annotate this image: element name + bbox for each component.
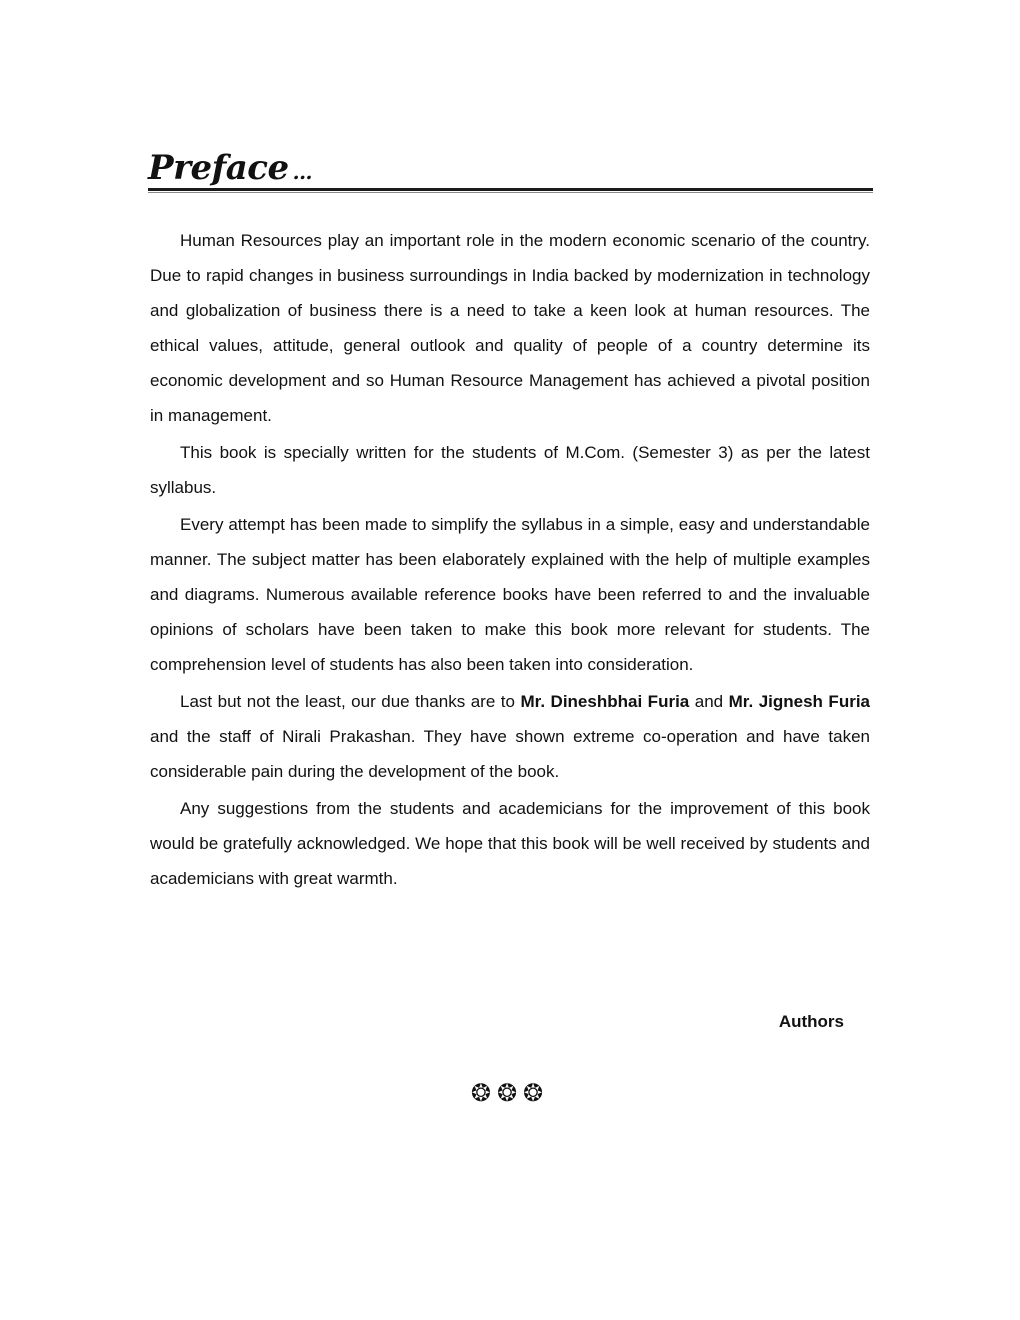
heading-rule-thin bbox=[148, 192, 873, 193]
paragraph-2: This book is specially written for the students of M.Com. (Semester 3) as per the latest syllabus. bbox=[150, 443, 870, 497]
preface-body bbox=[150, 223, 870, 898]
acknowledged-name-1: Mr. Dineshbhai Furia bbox=[520, 692, 690, 711]
paragraph-3: Every attempt has been made to simplify the syllabus in a simple, easy and understandable manner. The subject matter has been elaborately explained with the help of multiple examples and diagrams. Numerous available reference books have been referred to and the invaluable opinions of scholars have been taken to make this book more relevant for students. The comprehension level of students has also been taken into consideration. bbox=[150, 515, 870, 674]
paragraph-4-part1: Last but not the least, our due thanks are to bbox=[180, 692, 521, 711]
signature-authors: Authors bbox=[778, 1012, 844, 1031]
paragraph-5: Any suggestions from the students and academicians for the improvement of this book would be gratefully acknowledged. We hope that this book will be well received by students and academicians with great warmth. bbox=[150, 799, 870, 888]
paragraph-4-part2: and bbox=[689, 692, 729, 711]
acknowledged-name-2: Mr. Jignesh Furia bbox=[728, 692, 870, 711]
section-end-ornament-icon: ❂❂❂ bbox=[470, 1079, 550, 1107]
paragraph-1: Human Resources play an important role in the modern economic scenario of the country. Due to rapid changes in business surroundings in India backed by modernization in technology and globalization of business there is a need to take a keen look at human resources. The ethical values, attitude, general outlook and quality of people of a country determine its economic development and so Human Resource Management has achieved a pivotal position in management. bbox=[150, 231, 870, 425]
page-title-ellipsis: ... bbox=[292, 160, 312, 184]
page-title-text: Preface bbox=[148, 148, 289, 188]
paragraph-4-part3: and the staff of Nirali Prakashan. They have shown extreme co-operation and have taken considerable pain during the development of the book. bbox=[150, 727, 870, 781]
page-title bbox=[148, 148, 312, 192]
paragraph-4 bbox=[150, 684, 870, 789]
heading-rule bbox=[148, 188, 873, 191]
